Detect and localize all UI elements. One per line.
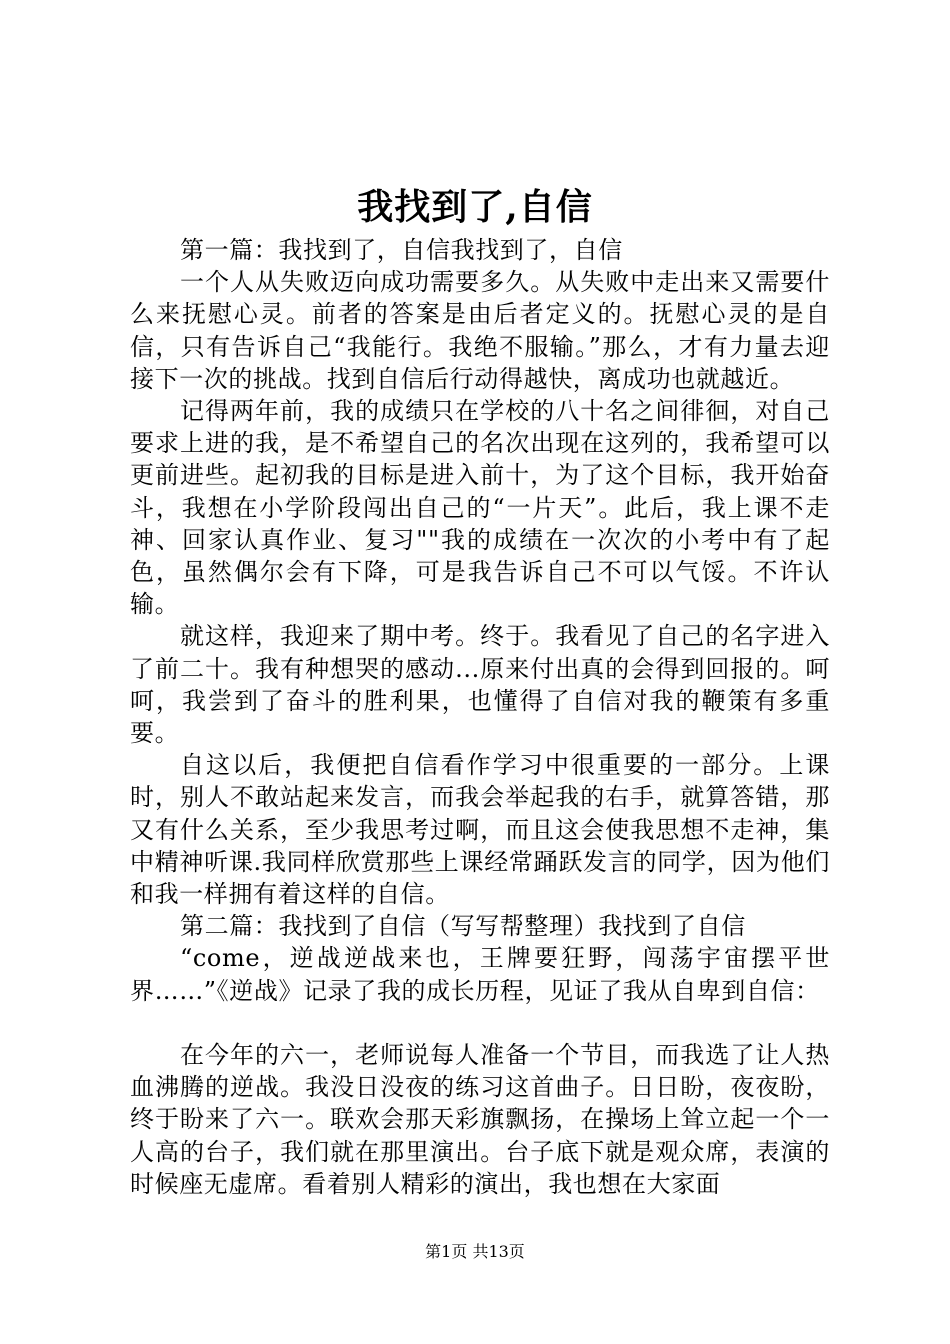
paragraph-6: 第二篇：我找到了自信（写写帮整理）我找到了自信 <box>180 912 746 941</box>
document-title: 我找到了,自信 <box>357 186 593 228</box>
paragraph-3: 记得两年前，我的成绩只在学校的八十名之间徘徊，对自己要求上进的我，是不希望自己的名次出现在这列的，我希望可以更前进些。起初我的目标是进入前十，为了这个目标，我开始奋斗，我想在小学阶段闯出自己的“一片天”。此后，我上课不走神、回家认真作业、复习""我的成绩在一次次的小考中有了起色，虽然偶尔会有下降，可是我告诉自己不可以气馁。不许认输。 <box>130 397 830 619</box>
paragraph-1: 第一篇：我找到了，自信我找到了，自信 <box>180 236 623 264</box>
document-body <box>130 234 830 1200</box>
paragraph-2: 一个人从失败迈向成功需要多久。从失败中走出来又需要什么来抚慰心灵。前者的答案是由后者定义的。抚慰心灵的是自信，只有告诉自己“我能行。我绝不服输。”那么，才有力量去迎接下一次的挑战。找到自信后行动得越快，离成功也就越近。 <box>130 268 830 393</box>
page-footer: 第1页 共13页 <box>425 1242 525 1261</box>
paragraph-7: “come，逆战逆战来也，王牌要狂野，闯荡宇宙摆平世界……”《逆战》记录了我的成长历程，见证了我从自卑到自信： <box>130 944 830 1005</box>
paragraph-4: 就这样，我迎来了期中考。终于。我看见了自己的名字进入了前二十。我有种想哭的感动...原来付出真的会得到回报的。呵呵，我尝到了奋斗的胜利果，也懂得了自信对我的鞭策有多重要。 <box>130 622 830 748</box>
paragraph-5: 自这以后，我便把自信看作学习中很重要的一部分。上课时，别人不敢站起来发言，而我会举起我的右手，就算答错，那又有什么关系，至少我思考过啊，而且这会使我思想不走神，集中精神听课.我同样欣赏那些上课经常踊跃发言的同学，因为他们和我一样拥有着这样的自信。 <box>130 751 830 909</box>
paragraph-8: 在今年的六一，老师说每人准备一个节目，而我选了让人热血沸腾的逆战。我没日没夜的练习这首曲子。日日盼，夜夜盼，终于盼来了六一。联欢会那天彩旗飘扬，在操场上耸立起一个一人高的台子，我们就在那里演出。台子底下就是观众席，表演的时候座无虚席。看着别人精彩的演出，我也想在大家面 <box>130 1041 830 1198</box>
blank-line <box>130 1007 830 1039</box>
